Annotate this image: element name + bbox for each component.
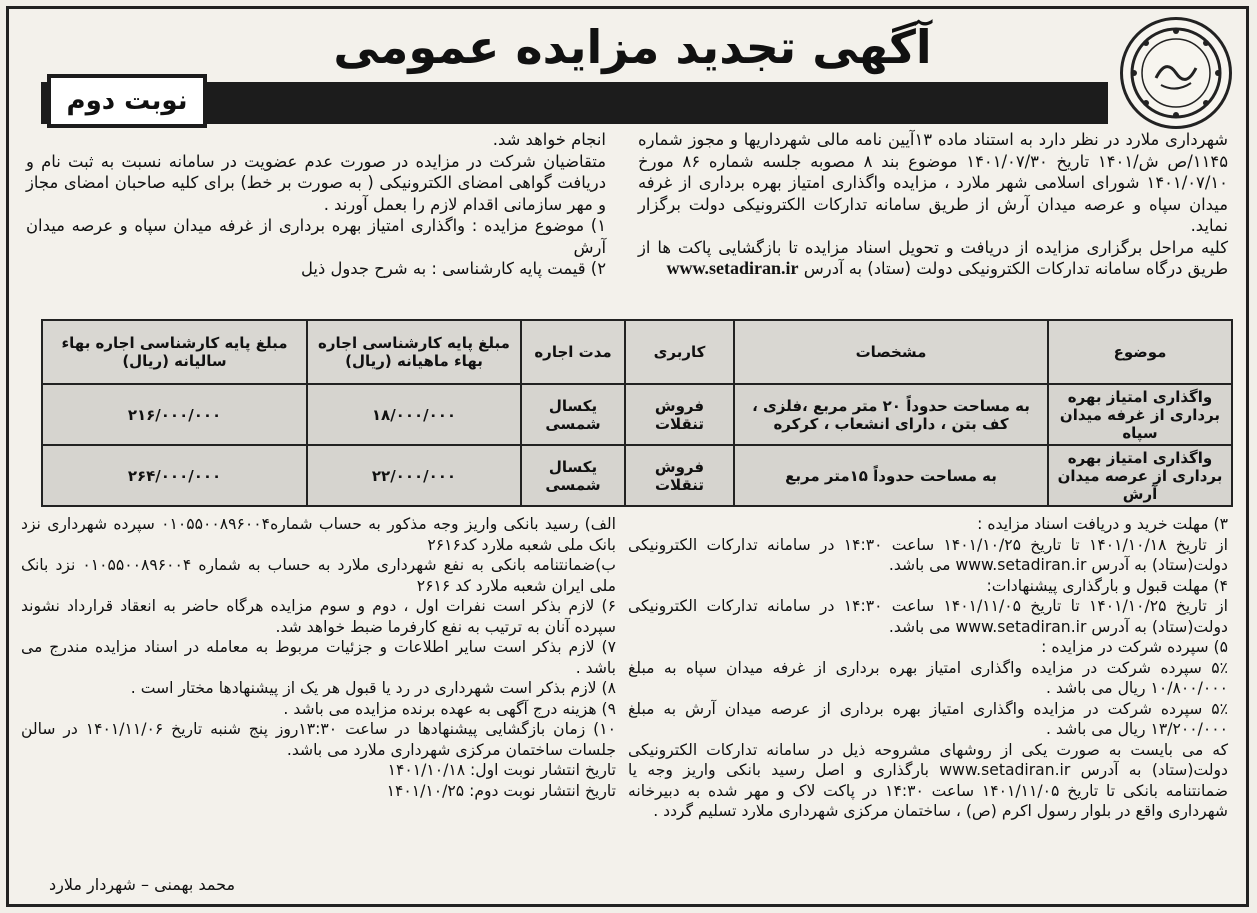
column-header: مبلغ پایه کارشناسی اجاره بهاء ماهیانه (ریال) [307, 320, 521, 384]
method-a: الف) رسید بانکی واریز وجه مذکور به حساب شماره۰۱۰۵۵۰۰۸۹۶۰۰۴ سپرده شهرداری نزد بانک ملی شعبه ملارد کد۲۶۱۶ [21, 515, 616, 554]
conditions-left-column [21, 514, 616, 801]
table-cell: به مساحت حدوداً ۱۵متر مربع [734, 445, 1048, 506]
table-cell: فروش تنقلات [625, 384, 734, 445]
column-header: کاربری [625, 320, 734, 384]
item-4-text: از تاریخ ۱۴۰۱/۱۰/۲۵ تا تاریخ ۱۴۰۱/۱۱/۰۵ ساعت ۱۴:۳۰ در سامانه تدارکات الکترونیکی دولت(ستاد) به آدرس www.setadiran.ir می باشد. [628, 597, 1228, 636]
item-5-deposit-arash: ۵٪ سپرده شرکت در مزایده واگذاری امتیاز بهره برداری از عرصه میدان آرش به مبلغ ۱۳/۲۰۰/۰۰۰ ریال می باشد . [628, 699, 1228, 738]
table-cell: ۱۸/۰۰۰/۰۰۰ [307, 384, 521, 445]
municipality-logo [1120, 17, 1232, 129]
table-row [42, 384, 1232, 445]
price-table [41, 319, 1233, 507]
table-cell: واگذاری امتیاز بهره برداری از غرفه میدان سپاه [1048, 384, 1232, 445]
table-cell: ۲۶۴/۰۰۰/۰۰۰ [42, 445, 307, 506]
table-cell: واگذاری امتیاز بهره برداری از عرصه میدان آرش [1048, 445, 1232, 506]
logo-emblem-icon [1126, 23, 1226, 123]
table-cell: به مساحت حدوداً ۲۰ متر مربع ،فلزی ، کف بتن ، دارای انشعاب ، کرکره [734, 384, 1048, 445]
item-9: ۹) هزینه درج آگهی به عهده برنده مزایده می باشد . [283, 699, 616, 718]
table-row [42, 445, 1232, 506]
mayor-signature: محمد بهمنی – شهردار ملارد [49, 875, 236, 894]
intro-process-end: انجام خواهد شد. [492, 130, 606, 149]
table-cell: یکسال شمسی [521, 384, 625, 445]
advertisement-frame [6, 6, 1249, 907]
table-cell: ۲۲/۰۰۰/۰۰۰ [307, 445, 521, 506]
column-header: موضوع [1048, 320, 1232, 384]
item-4-title: ۴) مهلت قبول و بارگذاری پیشنهادات: [986, 576, 1228, 595]
conditions-right-column [628, 514, 1228, 822]
intro-process-paragraph: کلیه مراحل برگزاری مزایده از دریافت و تحویل اسناد مزایده تا بازگشایی پاکت ها از طریق درگاه سامانه تدارکات الکترونیکی دولت (ستاد) به آدرس www.setadiran.ir [638, 237, 1228, 278]
item-3-title: ۳) مهلت خرید و دریافت اسناد مزایده : [977, 515, 1228, 533]
item-3-text: از تاریخ ۱۴۰۱/۱۰/۱۸ تا تاریخ ۱۴۰۱/۱۰/۲۵ ساعت ۱۴:۳۰ در سامانه تدارکات الکترونیکی دولت(ستاد) به آدرس www.setadiran.ir می باشد. [628, 535, 1228, 574]
item-5-deposit-sepah: ۵٪ سپرده شرکت در مزایده واگذاری امتیاز بهره برداری از غرفه میدان سپاه به مبلغ ۱۰/۸۰۰/۰۰۰ ریال می باشد . [628, 658, 1228, 697]
round-badge: نوبت دوم [47, 74, 207, 128]
item-10: ۱۰) زمان بازگشایی پیشنهادها در ساعت ۱۳:۳۰روز پنج شنبه تاریخ ۱۴۰۱/۱۱/۰۶ در سالن جلسات ساختمان مرکزی شهرداری ملارد می باشد. [21, 720, 616, 759]
item-6: ۶) لازم بذکر است نفرات اول ، دوم و سوم مزایده هرگاه حاضر به انعقاد قرارداد نشوند سپرده آنان به ترتیب به نفع کارفرما ضبط خواهد شد. [21, 597, 616, 636]
item-5-title: ۵) سپرده شرکت در مزایده : [1041, 638, 1228, 656]
item-1: ۱) موضوع مزایده : واگذاری امتیاز بهره برداری از غرفه میدان سپاه و عرصه میدان آرش [26, 216, 606, 257]
item-8: ۸) لازم بذکر است شهرداری در رد یا قبول هر یک از پیشنهادها مختار است . [130, 679, 616, 697]
column-header: مدت اجاره [521, 320, 625, 384]
table-header-row [42, 320, 1232, 384]
table-cell: ۲۱۶/۰۰۰/۰۰۰ [42, 384, 307, 445]
publish-date-first: تاریخ انتشار نوبت اول: ۱۴۰۱/۱۰/۱۸ [387, 761, 616, 779]
header [9, 9, 1246, 139]
publish-date-second: تاریخ انتشار نوبت دوم: ۱۴۰۱/۱۰/۲۵ [386, 781, 616, 800]
item-2: ۲) قیمت پایه کارشناسی : به شرح جدول ذیل [301, 259, 606, 278]
column-header: مبلغ پایه کارشناسی اجاره بهاء سالیانه (ریال) [42, 320, 307, 384]
table-cell: فروش تنقلات [625, 445, 734, 506]
setadiran-link[interactable]: www.setadiran.ir [666, 258, 799, 278]
intro-left-column [26, 129, 606, 280]
page-title: آگهی تجدید مزایده عمومی [333, 20, 932, 74]
column-header: مشخصات [734, 320, 1048, 384]
intro-paragraph: شهرداری ملارد در نظر دارد به استناد ماده ۱۳آیین نامه مالی شهرداریها و مجوز شماره ۱۱۴۵/ص ش/۱۴۰۱ تاریخ ۱۴۰۱/۰۷/۳۰ موضوع بند ۸ مصوبه جلسه شماره ۸۶ مورخ ۱۴۰۱/۰۷/۱۰ شورای اسلامی شهر ملارد ، مزایده واگذاری امتیاز بهره برداری از غرفه میدان سپاه و عرصه میدان آرش از طریق سامانه تدارکات الکترونیکی دولت برگزار نماید. [638, 130, 1228, 235]
item-7: ۷) لازم بذکر است سایر اطلاعات و جزئیات مربوط به معامله در اسناد مزایده مندرج می باشد . [21, 638, 616, 677]
intro-right-column [638, 129, 1228, 280]
table-cell: یکسال شمسی [521, 445, 625, 506]
registration-paragraph: متقاضیان شرکت در مزایده در صورت عدم عضویت در سامانه نسبت به ثبت نام و دریافت گواهی امضای الکترونیکی ( به صورت بر خط) برای کلیه صاحبان امضای مجاز و مهر سازمانی اقدام لازم را بعمل آورند . [26, 151, 606, 214]
item-5-methods: که می بایست به صورت یکی از روشهای مشروحه ذیل در سامانه تدارکات الکترونیکی دولت(ستاد) به آدرس www.setadiran.ir بارگذاری و اصل رسید بانکی واریز وجه یا ضمانتنامه بانکی تا تاریخ ۱۴۰۱/۱۱/۰۵ ساعت ۱۴:۳۰ در پاکت لاک و مهر شده به دبیرخانه شهرداری واقع در بلوار رسول اکرم (ص) ، ساختمان مرکزی شهرداری ملارد تسلیم گردد . [628, 740, 1228, 820]
method-b: ب)ضمانتنامه بانکی به نفع شهرداری ملارد به حساب به شماره ۰۱۰۵۵۰۰۸۹۶۰۰۴ نزد بانک ملی ایران شعبه ملارد کد ۲۶۱۶ [21, 556, 616, 595]
